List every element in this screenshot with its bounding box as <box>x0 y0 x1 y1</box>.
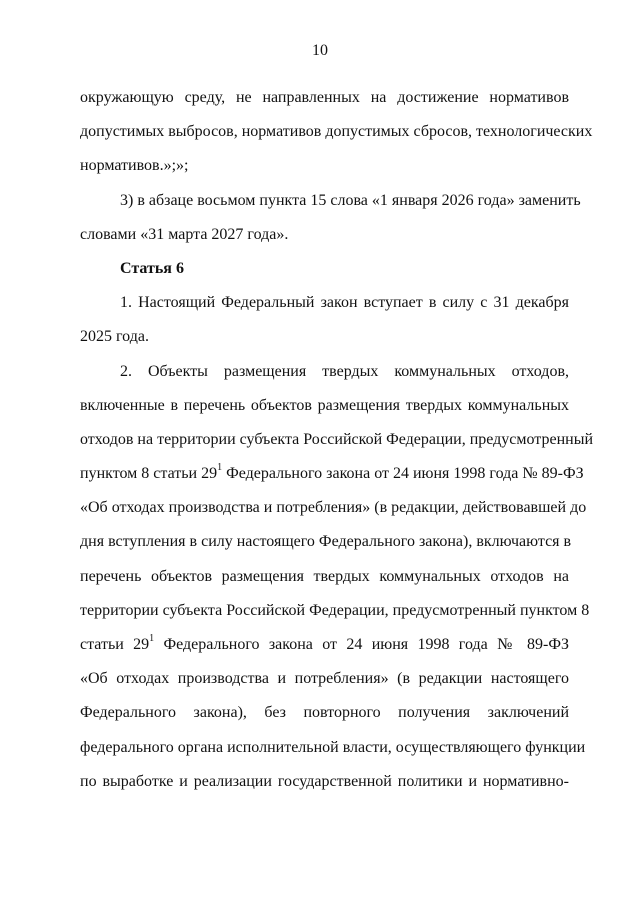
text-line: 2025 года. <box>80 328 149 346</box>
text-line: нормативов.»;»; <box>80 157 189 175</box>
text-line: федерального органа исполнительной власти, осуществляющего функции <box>80 738 586 756</box>
text-line: 3) в абзаце восьмом пункта 15 слова «1 января 2026 года» заменить <box>120 191 581 209</box>
text-line: словами «31 марта 2027 года». <box>80 225 289 243</box>
document-body <box>80 81 594 799</box>
page-number: 10 <box>312 42 328 59</box>
text-fragment: Федерального закона от 24 июня 1998 года № 89-ФЗ <box>154 636 570 653</box>
text-fragment: пунктом 8 статьи 29 <box>80 465 218 483</box>
text-line: по выработке и реализации государственной политики и нормативно- <box>80 772 569 790</box>
text-line: территории субъекта Российской Федерации, предусмотренный пунктом 8 <box>80 601 590 619</box>
text-line: допустимых выбросов, нормативов допустимых сбросов, технологических <box>80 123 593 141</box>
text-line: «Об отходах производства и потребления» (в редакции настоящего <box>80 670 569 688</box>
text-line-with-superscript <box>80 457 584 491</box>
superscript: 1 <box>217 461 223 473</box>
text-line: Федерального закона), без повторного получения заключений <box>80 704 569 722</box>
text-line: окружающую среду, не направленных на достижение нормативов <box>80 89 569 106</box>
superscript: 1 <box>149 632 155 644</box>
text-line-with-superscript <box>80 628 569 662</box>
text-line: отходов на территории субъекта Российской Федерации, предусмотренный <box>80 430 594 448</box>
text-line: включенные в перечень объектов размещения твердых коммунальных <box>80 396 569 414</box>
text-line: 1. Настоящий Федеральный закон вступает в силу с 31 декабря <box>120 294 569 312</box>
text-line: 2. Объекты размещения твердых коммунальных отходов, <box>120 362 569 380</box>
text-line: дня вступления в силу настоящего Федерального закона), включаются в <box>80 533 572 551</box>
text-line: «Об отходах производства и потребления» (в редакции, действовавшей до <box>80 499 587 517</box>
text-fragment: Федерального закона от 24 июня 1998 года № 89-ФЗ <box>222 465 584 483</box>
article-heading: Статья 6 <box>120 259 184 277</box>
text-line: перечень объектов размещения твердых коммунальных отходов на <box>80 567 569 585</box>
text-fragment: статьи 29 <box>80 636 150 653</box>
